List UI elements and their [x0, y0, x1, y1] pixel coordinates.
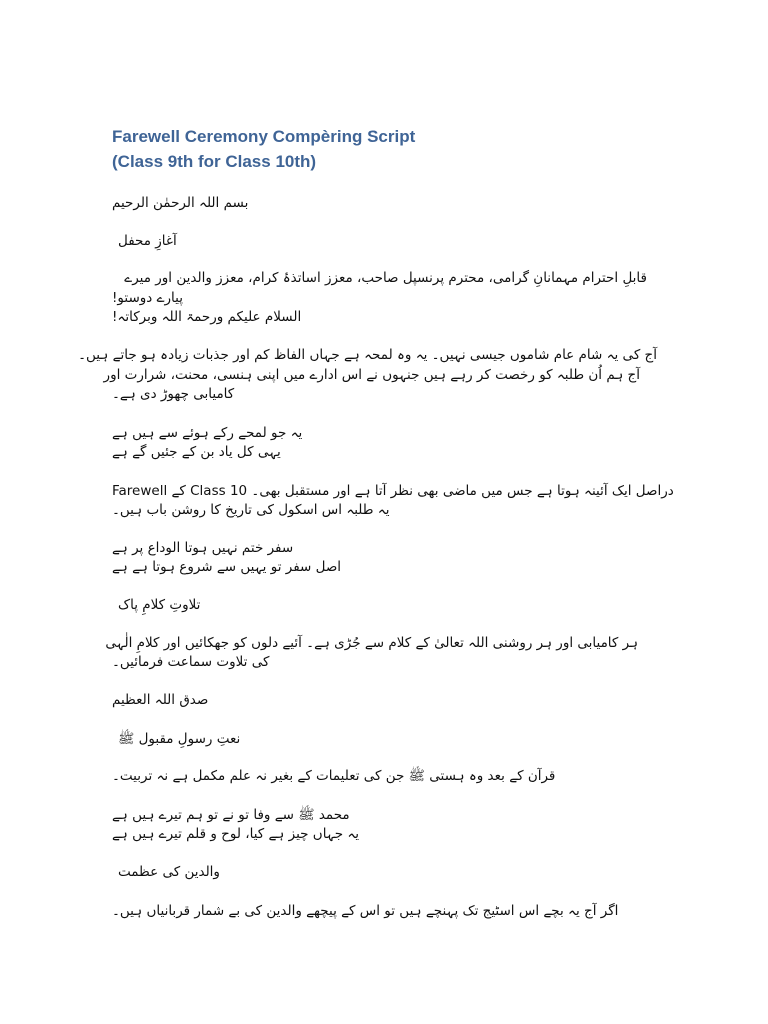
verse-2-line-1: سفر ختم نہیں ہوتا الوداع پر ہے [112, 540, 294, 556]
farewell-line-2: یہ طلبہ اس اسکول کی تاریخ کا روشن باب ہیں۔ [112, 502, 390, 518]
verse-3-line-2: یہ جہاں چیز ہے کیا، لوح و قلم تیرے ہیں ہے [112, 826, 360, 842]
verse-3-line-1: محمد ﷺ سے وفا تو نے تو ہم تیرے ہیں ہے [112, 807, 350, 823]
verse-1-line-1: یہ جو لمحے رکے ہوئے سے ہیں ہے [112, 425, 303, 441]
heading-tilawat: تلاوتِ کلامِ پاک [118, 597, 201, 613]
bismillah-line: بسم اللہ الرحمٰن الرحیم [112, 195, 249, 211]
tilawat-line-1: ہر کامیابی اور ہر روشنی اللہ تعالیٰ کے کلام سے جُڑی ہے۔ آئیے دلوں کو جھکائیں اور کلامِ الٰہی [105, 635, 638, 651]
verse-2-line-2: اصل سفر تو یہیں سے شروع ہوتا ہے ہے [112, 559, 342, 575]
parents-line-1: اگر آج یہ بچے اس اسٹیج تک پہنچے ہیں تو اس کے پیچھے والدین کی بے شمار قربانیاں ہیں۔ [112, 903, 619, 919]
intro-line-2: آج ہم اُن طلبہ کو رخصت کر رہے ہیں جنہوں نے اس ادارے میں اپنی ہنسی، محنت، شرارت اور [103, 367, 640, 383]
document-title [112, 124, 672, 174]
heading-naat: نعتِ رسولِ مقبول ﷺ [118, 731, 241, 747]
verse-1-line-2: یہی کل یاد بن کے جئیں گے ہے [112, 444, 281, 460]
title-line-1: Farewell Ceremony Compèring Script [112, 127, 416, 146]
intro-line-1: آج کی یہ شام عام شاموں جیسی نہیں۔ یہ وہ لمحہ ہے جہاں الفاظ کم اور جذبات زیادہ ہو جاتے ہیں۔ [78, 347, 657, 363]
naat-intro-line: قرآن کے بعد وہ ہستی ﷺ جن کی تعلیمات کے بغیر نہ علم مکمل ہے نہ تربیت۔ [112, 768, 556, 784]
greeting-line-2: پیارے دوستو! [112, 290, 183, 306]
greeting-line-3: السلام علیکم ورحمۃ اللہ وبرکاتہ! [112, 309, 302, 325]
greeting-line-1: قابلِ احترام مہمانانِ گرامی، محترم پرنسپل صاحب، معزز اساتذۂ کرام، معزز والدین اور میرے [124, 270, 647, 286]
intro-line-3: کامیابی چھوڑ دی ہے۔ [112, 386, 235, 402]
heading-opening: آغازِ محفل [118, 233, 177, 249]
sadaq-line: صدق اللہ العظیم [112, 692, 209, 708]
tilawat-line-2: کی تلاوت سماعت فرمائیں۔ [112, 654, 270, 670]
farewell-line-1: Farewell کے Class 10 دراصل ایک آئینہ ہوتا ہے جس میں ماضی بھی نظر آتا ہے اور مستقبل بھی۔ [112, 483, 674, 499]
heading-parents: والدین کی عظمت [118, 864, 220, 880]
title-line-2: (Class 9th for Class 10th) [112, 152, 317, 171]
